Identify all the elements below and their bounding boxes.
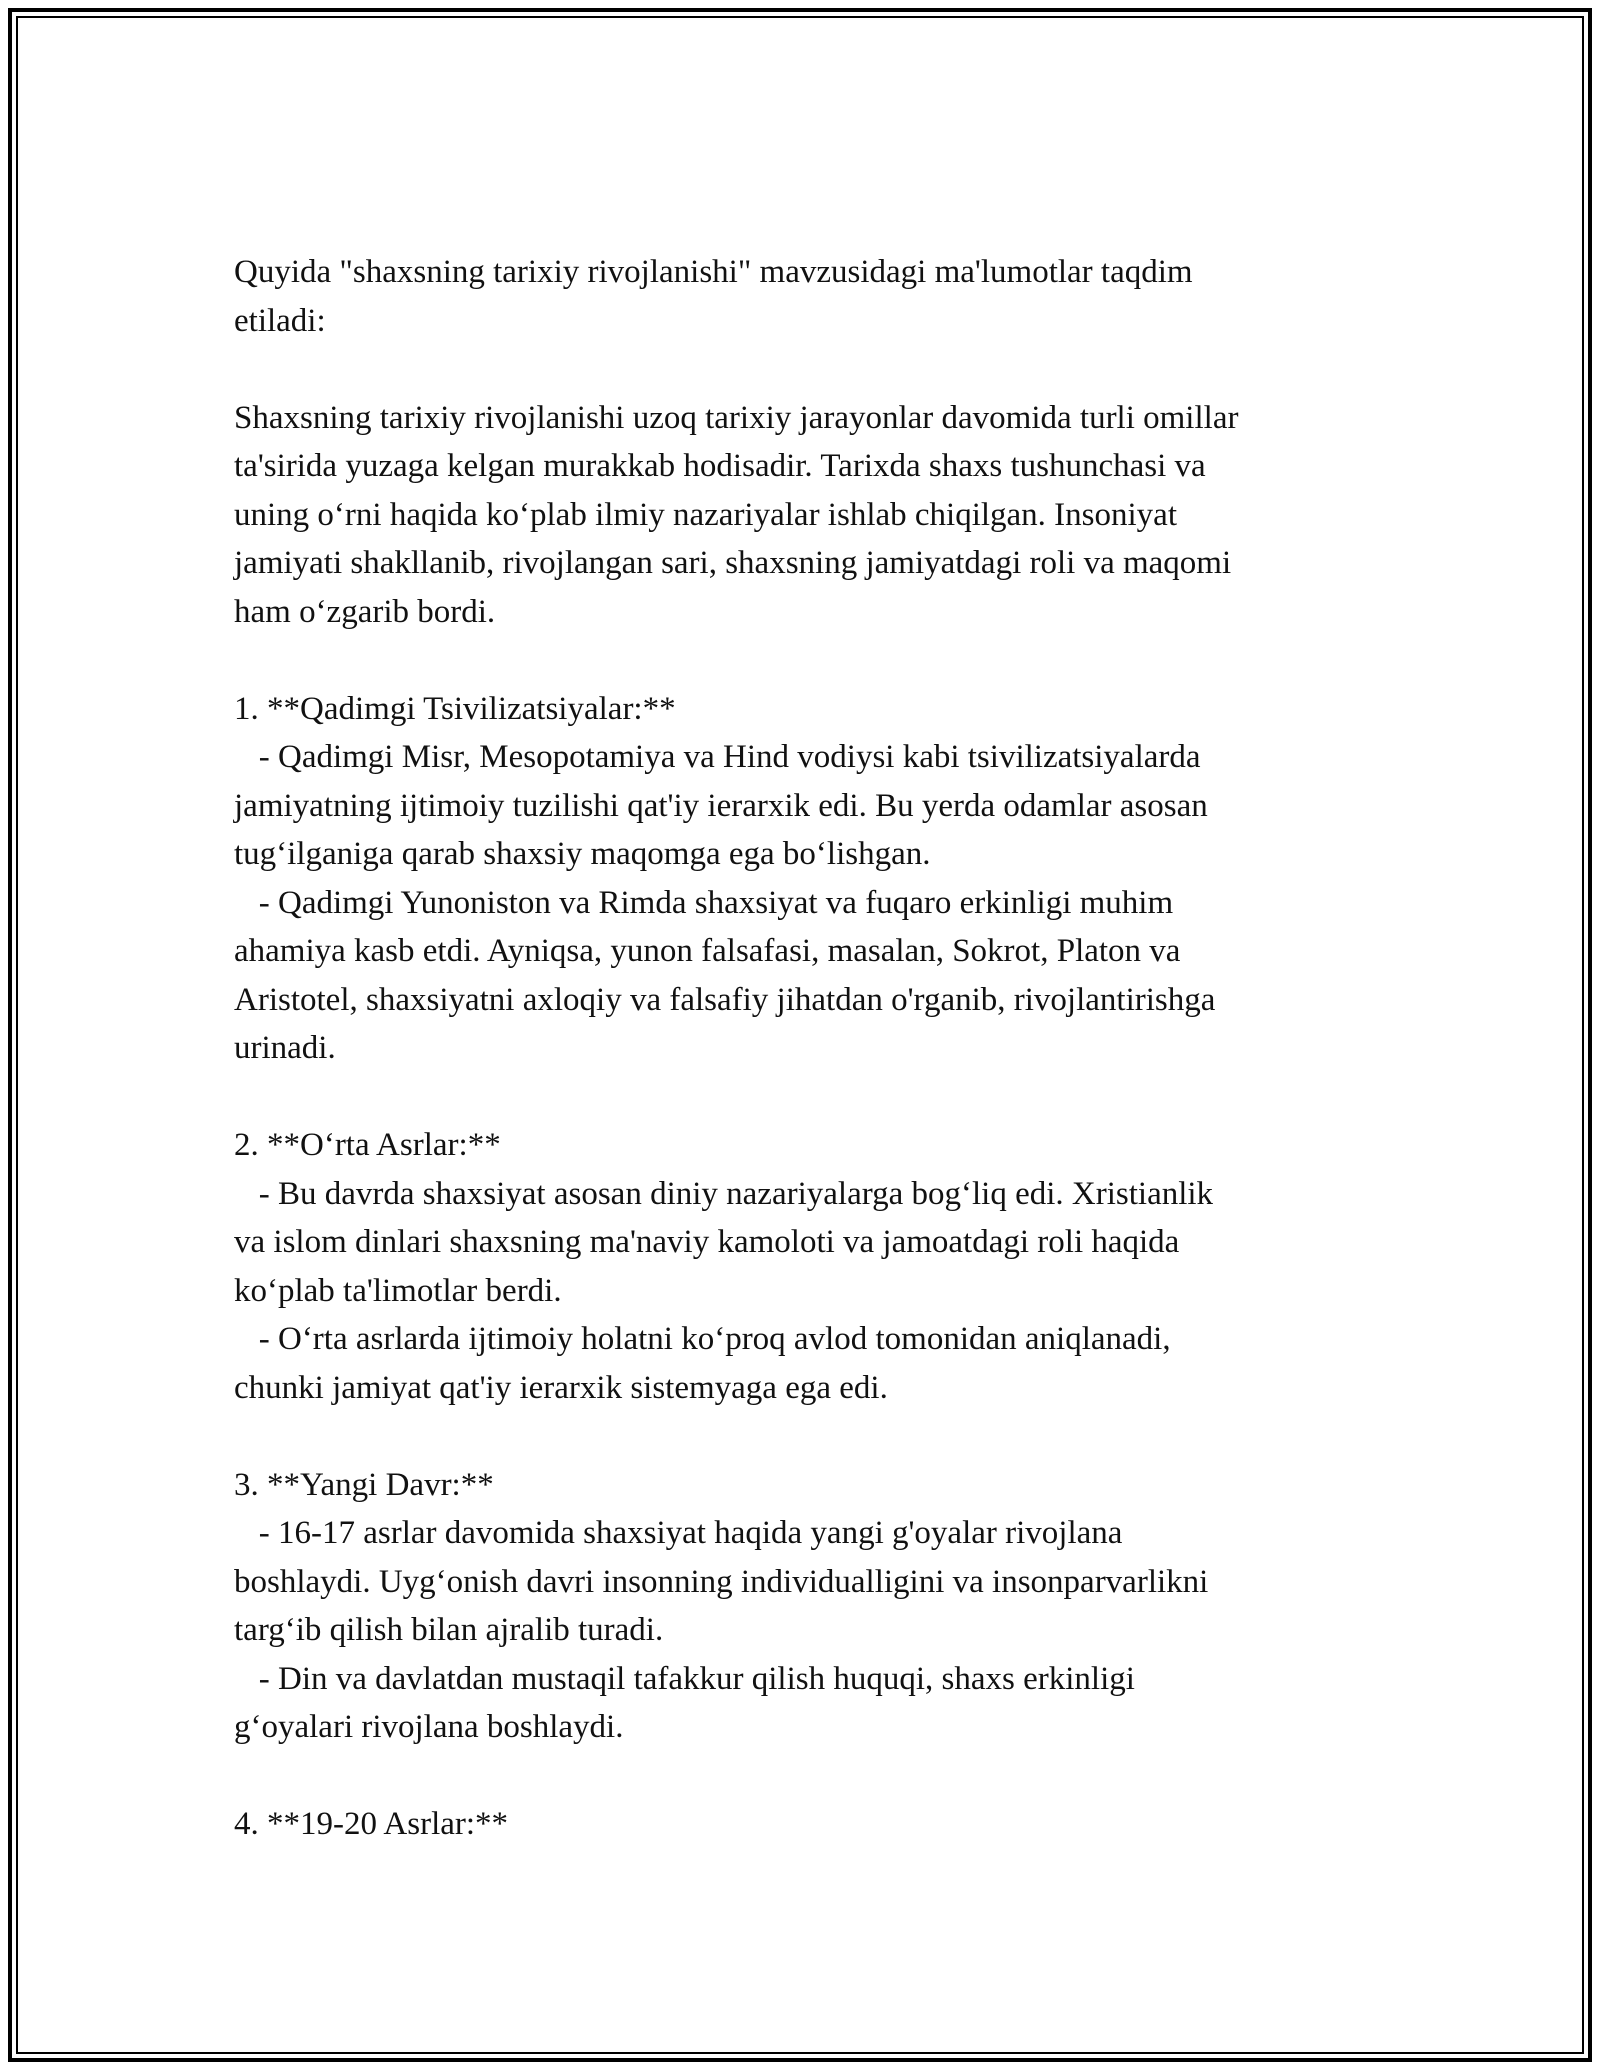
text-line: ko‘plab ta'limotlar berdi. bbox=[234, 1272, 562, 1309]
text-line: - Din va davlatdan mustaqil tafakkur qilish huquqi, shaxs erkinligi bbox=[234, 1660, 1135, 1697]
section-heading: 4. **19-20 Asrlar:** bbox=[234, 1806, 509, 1842]
text-line: ham o‘zgarib bordi. bbox=[234, 593, 496, 630]
text-line: - Qadimgi Yunoniston va Rimda shaxsiyat va fuqaro erkinligi muhim bbox=[234, 884, 1174, 921]
document-body bbox=[234, 248, 1366, 1849]
text-line: urinadi. bbox=[234, 1030, 336, 1066]
text-line: boshlaydi. Uyg‘onish davri insonning individualligini va insonparvarlikni bbox=[234, 1563, 1209, 1600]
paragraph-gap bbox=[234, 636, 1366, 685]
text-line: tug‘ilganiga qarab shaxsiy maqomga ega bo‘lishgan. bbox=[234, 836, 931, 872]
paragraph-gap bbox=[234, 1752, 1366, 1801]
section-19-20-centuries bbox=[234, 1800, 1366, 1849]
text-line: chunki jamiyat qat'iy ierarxik sistemyaga ega edi. bbox=[234, 1369, 888, 1406]
text-line: Aristotel, shaxsiyatni axloqiy va falsafiy jihatdan o'rganib, rivojlantirishga bbox=[234, 981, 1216, 1018]
text-line: uning o‘rni haqida ko‘plab ilmiy nazariyalar ishlab chiqilgan. Insoniyat bbox=[234, 496, 1177, 533]
text-line: - O‘rta asrlarda ijtimoiy holatni ko‘proq avlod tomonidan aniqlanadi, bbox=[234, 1321, 1171, 1357]
paragraph-gap bbox=[234, 345, 1366, 394]
text-line: etiladi: bbox=[234, 302, 326, 339]
text-line: ahamiya kasb etdi. Ayniqsa, yunon falsafasi, masalan, Sokrot, Platon va bbox=[234, 933, 1181, 969]
text-line: - Bu davrda shaxsiyat asosan diniy nazariyalarga bog‘liq edi. Xristianlik bbox=[234, 1175, 1214, 1212]
text-line: ta'sirida yuzaga kelgan murakkab hodisadir. Tarixda shaxs tushunchasi va bbox=[234, 448, 1206, 484]
section-ancient-civilizations bbox=[234, 685, 1366, 1073]
section-heading: 2. **O‘rta Asrlar:** bbox=[234, 1127, 501, 1163]
text-line: Quyida "shaxsning tarixiy rivojlanishi" mavzusidagi ma'lumotlar taqdim bbox=[234, 254, 1193, 290]
text-line: va islom dinlari shaxsning ma'naviy kamoloti va jamoatdagi roli haqida bbox=[234, 1224, 1180, 1260]
paragraph-gap bbox=[234, 1073, 1366, 1122]
text-line: jamiyati shakllanib, rivojlangan sari, shaxsning jamiyatdagi roli va maqomi bbox=[234, 545, 1232, 581]
text-line: targ‘ib qilish bilan ajralib turadi. bbox=[234, 1612, 664, 1648]
section-middle-ages bbox=[234, 1121, 1366, 1412]
section-heading: 1. **Qadimgi Tsivilizatsiyalar:** bbox=[234, 690, 676, 727]
paragraph-gap bbox=[234, 1412, 1366, 1461]
overview-paragraph bbox=[234, 394, 1366, 637]
text-line: - Qadimgi Misr, Mesopotamiya va Hind vodiysi kabi tsivilizatsiyalarda bbox=[234, 739, 1201, 775]
section-heading: 3. **Yangi Davr:** bbox=[234, 1466, 494, 1503]
text-line: - 16-17 asrlar davomida shaxsiyat haqida yangi g'oyalar rivojlana bbox=[234, 1515, 1123, 1551]
text-line: jamiyatning ijtimoiy tuzilishi qat'iy ierarxik edi. Bu yerda odamlar asosan bbox=[234, 787, 1208, 824]
text-line: g‘oyalari rivojlana boshlaydi. bbox=[234, 1709, 624, 1745]
section-new-era bbox=[234, 1461, 1366, 1752]
intro-paragraph bbox=[234, 248, 1366, 345]
text-line: Shaxsning tarixiy rivojlanishi uzoq tarixiy jarayonlar davomida turli omillar bbox=[234, 399, 1239, 436]
